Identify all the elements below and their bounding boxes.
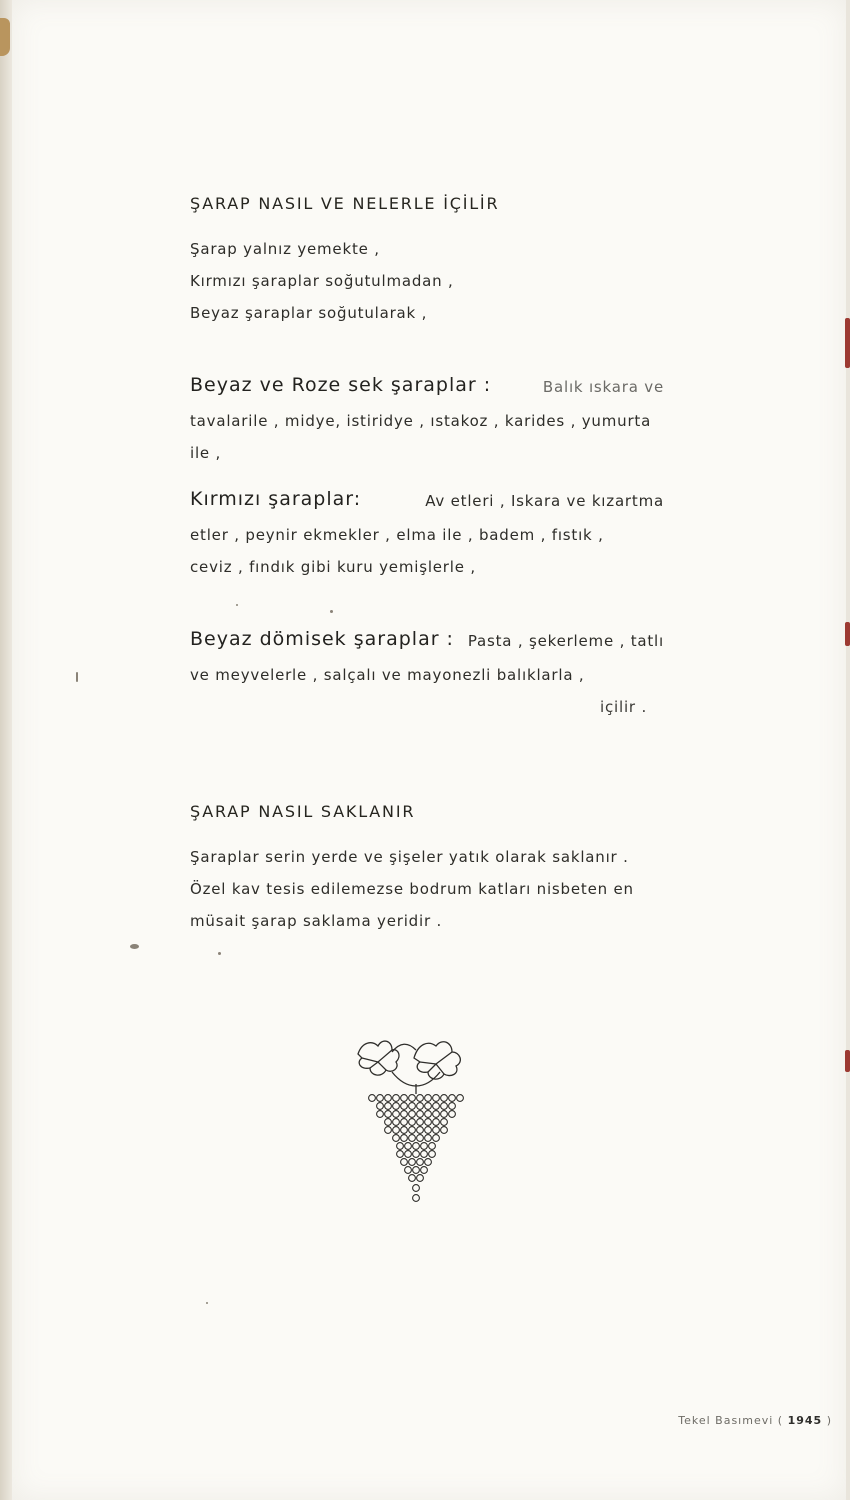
body-line: Şaraplar serin yerde ve şişeler yatık olarak saklanır . bbox=[190, 848, 629, 866]
intro-line: Şarap yalnız yemekte , bbox=[190, 240, 380, 258]
paper-speck bbox=[76, 672, 78, 682]
grape-cluster-icon bbox=[348, 1032, 484, 1212]
paper-speck bbox=[236, 604, 238, 606]
pairing-text: tavalarile , midye, istiridye , ıstakoz , karides , yumurta bbox=[190, 412, 652, 430]
pairing-closing: içilir . bbox=[600, 698, 648, 716]
body-line: müsait şarap saklama yeridir . bbox=[190, 912, 443, 930]
pairing-text: etler , peynir ekmekler , elma ile , badem , fıstık , bbox=[190, 526, 604, 544]
section-title: ŞARAP NASIL VE NELERLE İÇİLİR bbox=[190, 194, 500, 213]
intro-line: Beyaz şaraplar soğutularak , bbox=[190, 304, 428, 322]
pairing-lead: Kırmızı şaraplar: bbox=[190, 488, 362, 510]
section-title: ŞARAP NASIL SAKLANIR bbox=[190, 802, 416, 821]
pairing-text: Av etleri , Iskara ve kızartma bbox=[425, 492, 664, 510]
pairing-heading-line bbox=[190, 628, 664, 650]
pairing-lead: Beyaz dömisek şaraplar : bbox=[190, 628, 454, 650]
paper-speck bbox=[330, 610, 333, 613]
pairing-text: ceviz , fındık gibi kuru yemişlerle , bbox=[190, 558, 476, 576]
body-line: Özel kav tesis edilemezse bodrum katları nisbeten en bbox=[190, 880, 634, 898]
pairing-text: Balık ıskara ve bbox=[542, 378, 664, 396]
intro-line: Kırmızı şaraplar soğutulmadan , bbox=[190, 272, 454, 290]
pairing-text: ve meyvelerle , salçalı ve mayonezli balıklarla , bbox=[190, 666, 585, 684]
pairing-lead: Beyaz ve Roze sek şaraplar : bbox=[190, 374, 492, 396]
pairing-text: ile , bbox=[190, 444, 222, 462]
paper-speck bbox=[130, 944, 139, 949]
printer-name: Tekel Basımevi ( bbox=[678, 1414, 784, 1427]
pairing-heading-line bbox=[190, 374, 664, 396]
imprint-close: ) bbox=[826, 1414, 832, 1427]
printer-imprint bbox=[678, 1414, 832, 1427]
pairing-heading-line bbox=[190, 488, 664, 510]
paper-speck bbox=[218, 952, 221, 955]
paper-speck bbox=[206, 1302, 208, 1304]
print-year: 1945 bbox=[787, 1414, 823, 1427]
pairing-text: Pasta , şekerleme , tatlı bbox=[467, 632, 664, 650]
